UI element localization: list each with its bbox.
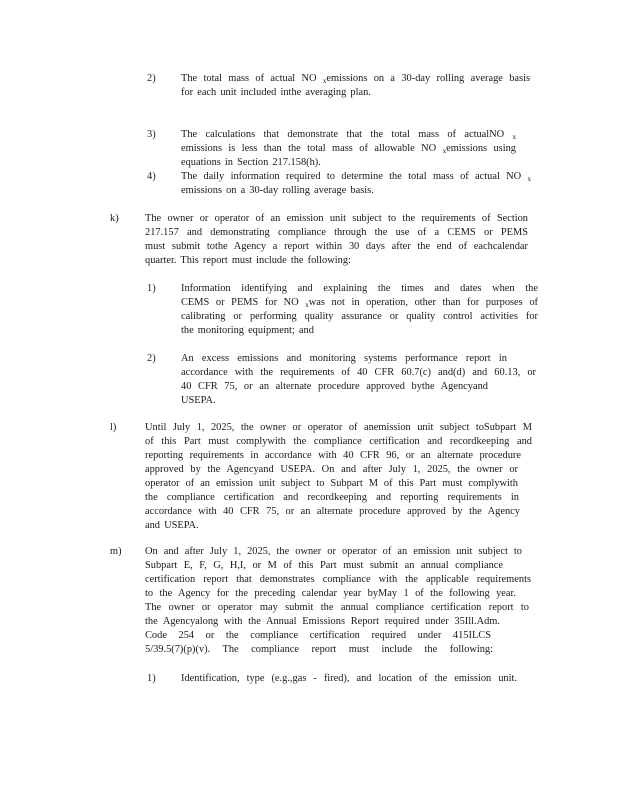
item-marker: 1) xyxy=(147,673,156,684)
item-marker: m) xyxy=(110,546,122,557)
text-line: Identification, type (e.g.,gas - fired), and location of the emission unit. xyxy=(181,673,517,684)
item-marker: 2) xyxy=(147,353,156,364)
text-line: CEMS or PEMS for NO $_x$was not in operation, other than for purposes of xyxy=(181,297,538,309)
text-line: Code 254 or the compliance certification required under 415ILCS xyxy=(145,630,491,641)
item-text xyxy=(181,672,517,686)
item-text xyxy=(181,282,538,338)
item-marker: 2) xyxy=(147,73,156,84)
text-line: emissions is less than the total mass of allowable NO $_x$emissions using xyxy=(181,143,517,155)
text-line: The total mass of actual NO $_x$emissions on a 30-day rolling average basis xyxy=(181,73,530,85)
item-text xyxy=(145,545,531,657)
text-line: the compliance certification and recordkeeping and reporting requirements in xyxy=(145,492,519,503)
item-marker: 3) xyxy=(147,129,156,140)
text-line: Subpart E, F, G, H,I, or M of this Part must submit an annual compliance xyxy=(145,560,503,571)
text-line: On and after July 1, 2025, the owner or operator of an emission unit subject to xyxy=(145,546,522,557)
item-marker: l) xyxy=(110,422,117,433)
text-line: to the Agency for the preceding calendar year byMay 1 of the following year. xyxy=(145,588,516,599)
text-line: operator of an emission unit subject to Subpart M of this Part must complywith xyxy=(145,478,518,489)
text-line: Information identifying and explaining the times and dates when the xyxy=(181,283,538,294)
text-line: quarter. This report must include the following: xyxy=(145,255,351,266)
text-line: calibrating or performing quality assurance or quality control activities for xyxy=(181,311,538,322)
text-line: accordance with the requirements of 40 CFR 60.7(c) and(d) and 60.13, or xyxy=(181,367,536,378)
text-line: 40 CFR 75, or an alternate procedure approved bythe Agencyand xyxy=(181,381,488,392)
text-line: emissions on a 30-day rolling average basis. xyxy=(181,185,374,196)
text-line: The owner or operator may submit the annual compliance certification report to xyxy=(145,602,529,613)
text-line: equations in Section 217.158(h). xyxy=(181,157,321,168)
text-line: the Agencyalong with the Annual Emissions Report required under 35Ill.Adm. xyxy=(145,616,500,627)
item-text xyxy=(181,170,531,198)
text-line: accordance with 40 CFR 75, or an alternate procedure approved by the Agency xyxy=(145,506,520,517)
text-line: The owner or operator of an emission unit subject to the requirements of Section xyxy=(145,213,528,224)
item-marker: 1) xyxy=(147,283,156,294)
text-line: 5/39.5(7)(p)(v). The compliance report must include the following: xyxy=(145,644,493,655)
text-line: Until July 1, 2025, the owner or operator of anemission unit subject toSubpart M xyxy=(145,422,532,433)
text-line: The daily information required to determine the total mass of actual NO $_x$ xyxy=(181,171,531,183)
text-line: the monitoring equipment; and xyxy=(181,325,314,336)
item-marker: 4) xyxy=(147,171,156,182)
text-line: and USEPA. xyxy=(145,520,199,531)
text-line: for each unit included inthe averaging plan. xyxy=(181,87,371,98)
text-line: 217.157 and demonstrating compliance through the use of a CEMS or PEMS xyxy=(145,227,528,238)
item-marker: k) xyxy=(110,213,119,224)
text-line: must submit tothe Agency a report within 30 days after the end of eachcalendar xyxy=(145,241,528,252)
text-line: The calculations that demonstrate that the total mass of actualNO $_x$ xyxy=(181,129,516,141)
text-line: reporting requirements in accordance with 40 CFR 96, or an alternate procedure xyxy=(145,450,521,461)
text-line: An excess emissions and monitoring systems performance report in xyxy=(181,353,507,364)
item-text xyxy=(145,212,528,268)
item-text xyxy=(181,352,536,408)
item-text xyxy=(181,128,516,170)
text-line: of this Part must complywith the compliance certification and recordkeeping and xyxy=(145,436,532,447)
text-line: certification report that demonstrates compliance with the applicable requirements xyxy=(145,574,531,585)
text-line: approved by the Agencyand USEPA. On and after July 1, 2025, the owner or xyxy=(145,464,518,475)
item-text xyxy=(145,421,532,533)
text-line: USEPA. xyxy=(181,395,216,406)
item-text xyxy=(181,72,530,100)
